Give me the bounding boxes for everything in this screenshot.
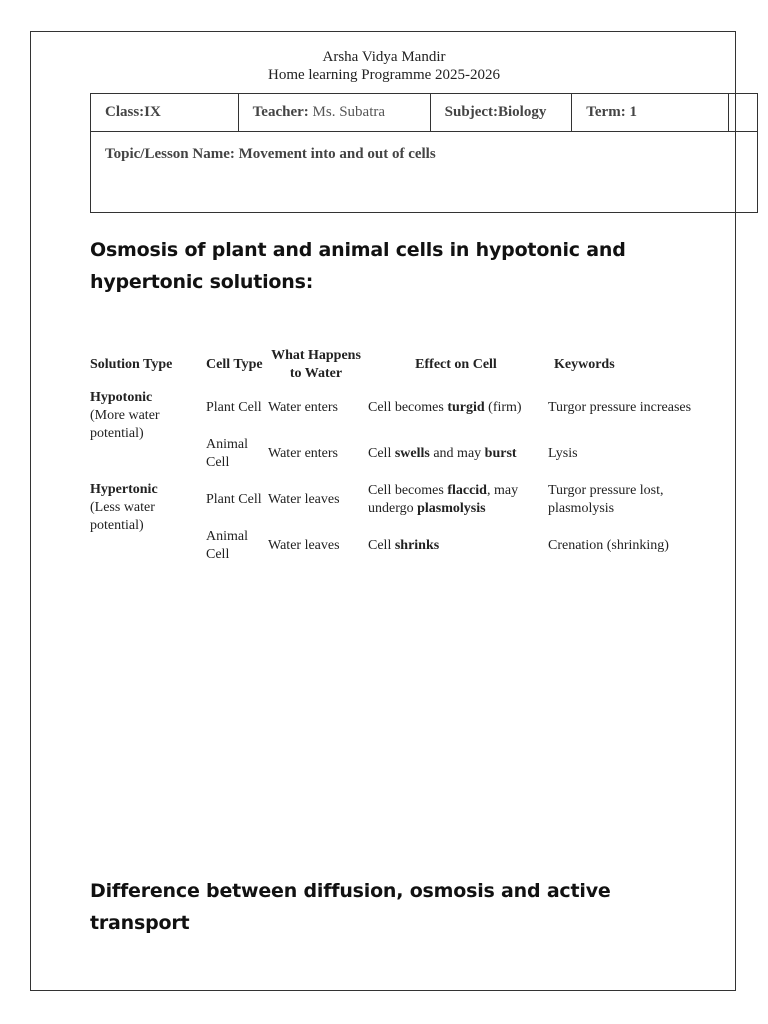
class-value: IX <box>144 104 161 120</box>
cell-type: Animal Cell <box>206 437 248 470</box>
hypotonic-name: Hypotonic <box>90 390 153 405</box>
effect-cell: Cell shrinks <box>368 538 440 553</box>
term-value: 1 <box>629 104 637 120</box>
topic-value: Movement into and out of cells <box>238 146 436 162</box>
hypertonic-desc: (Less water potential) <box>90 500 155 533</box>
keywords-cell: Crenation (shrinking) <box>548 538 669 553</box>
osmosis-table <box>88 345 696 569</box>
effect-cell: Cell swells and may burst <box>368 446 517 461</box>
water-movement: Water leaves <box>268 538 340 553</box>
keywords-cell: Lysis <box>548 446 578 461</box>
hypotonic-desc: (More water potential) <box>90 408 160 441</box>
subject-cell <box>430 94 572 132</box>
table-row <box>88 385 696 431</box>
header-solution-type: Solution Type <box>90 357 173 372</box>
solution-hypotonic <box>88 385 204 477</box>
header-cell-type: Cell Type <box>206 357 263 372</box>
difference-heading: Difference between diffusion, osmosis and active transport <box>90 880 611 934</box>
teacher-cell <box>238 94 430 132</box>
term-label: Term: <box>586 104 630 120</box>
cell-type: Plant Cell <box>206 400 262 415</box>
solution-hypertonic <box>88 477 204 569</box>
subject-label: Subject: <box>444 104 498 120</box>
effect-cell: Cell becomes flaccid, may undergo plasmolysis <box>368 483 519 516</box>
topic-label: Topic/Lesson Name: <box>105 146 239 162</box>
water-movement: Water enters <box>268 446 338 461</box>
class-label: Class: <box>105 104 145 120</box>
programme-title: Home learning Programme 2025-2026 <box>267 67 501 83</box>
teacher-value: Ms. Subatra <box>308 104 386 120</box>
class-cell <box>91 94 239 132</box>
keywords-cell: Turgor pressure lost, plasmolysis <box>548 483 664 516</box>
subject-value: Biology <box>498 104 547 120</box>
info-table <box>90 93 758 213</box>
school-name: Arsha Vidya Mandir <box>322 49 446 65</box>
hypertonic-name: Hypertonic <box>90 482 158 497</box>
water-movement: Water enters <box>268 400 338 415</box>
osmosis-heading: Osmosis of plant and animal cells in hypotonic and hypertonic solutions: <box>90 239 626 293</box>
header-keywords: Keywords <box>554 357 615 372</box>
extra-cell <box>728 94 757 132</box>
term-cell <box>572 94 729 132</box>
effect-cell: Cell becomes turgid (firm) <box>368 400 522 415</box>
keywords-cell: Turgor pressure increases <box>548 400 692 415</box>
header-water: What Happens to Water <box>271 348 361 381</box>
topic-cell <box>91 132 758 213</box>
cell-type: Plant Cell <box>206 492 262 507</box>
teacher-label: Teacher: <box>252 104 309 120</box>
water-movement: Water leaves <box>268 492 340 507</box>
cell-type: Animal Cell <box>206 529 248 562</box>
table-row <box>88 477 696 523</box>
table-header-row <box>88 345 696 385</box>
header-effect: Effect on Cell <box>415 357 497 372</box>
